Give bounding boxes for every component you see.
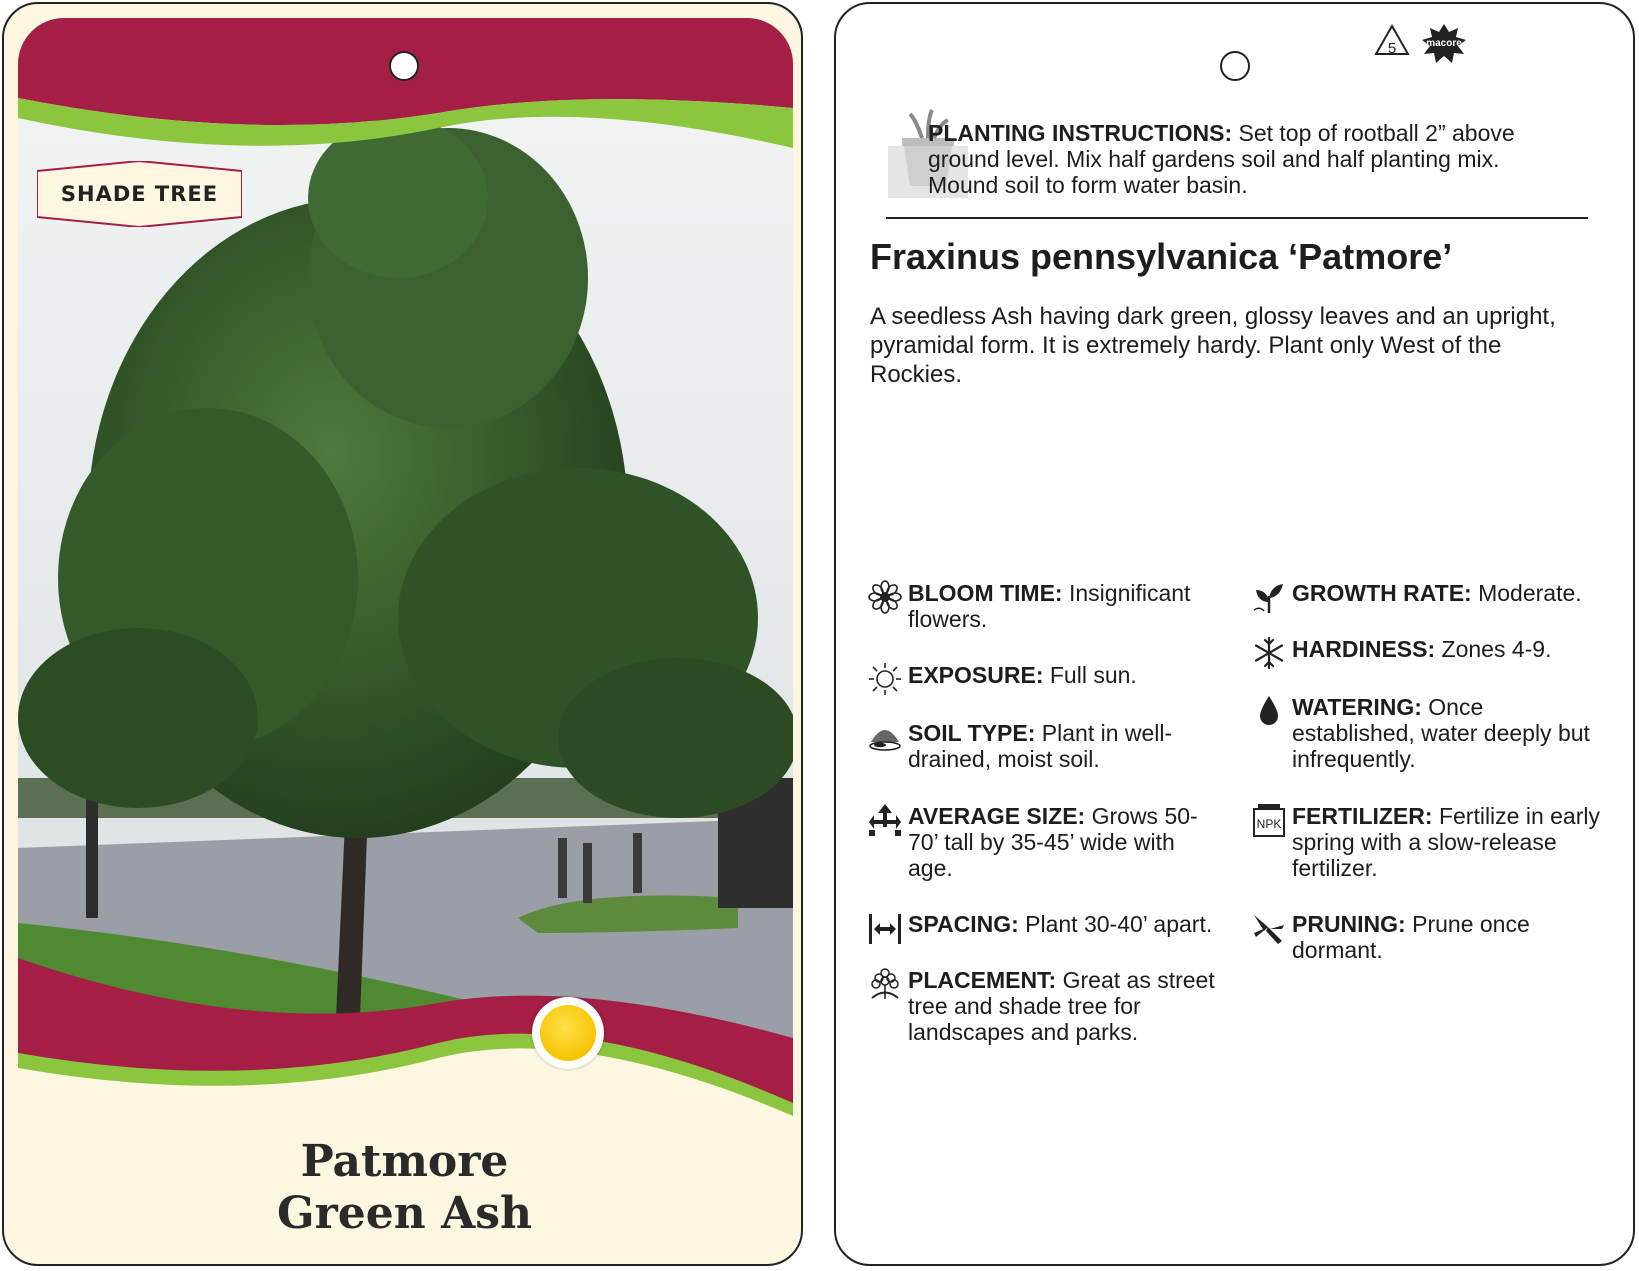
size-arrows-icon — [868, 803, 902, 837]
common-name — [4, 1136, 803, 1240]
placement-label: PLACEMENT: — [908, 967, 1057, 993]
bloom-time-label: BLOOM TIME: — [908, 580, 1063, 606]
attr-average-size — [908, 803, 1218, 881]
hardiness-label: HARDINESS: — [1292, 636, 1436, 662]
water-drop-icon — [1252, 694, 1286, 728]
attr-bloom-time — [908, 580, 1198, 632]
snowflake-icon — [1252, 636, 1286, 670]
fertilizer-icon — [1252, 803, 1286, 837]
exposure-label: EXPOSURE: — [908, 662, 1044, 688]
average-size-label: AVERAGE SIZE: — [908, 803, 1086, 829]
category-badge — [37, 161, 242, 227]
fertilizer-label: FERTILIZER: — [1292, 803, 1433, 829]
placement-text: Great as street tree and shade tree for landscapes and parks. — [908, 967, 1215, 1045]
hardiness-text: Zones 4-9. — [1441, 636, 1552, 662]
sun-icon — [868, 662, 902, 696]
divider — [886, 217, 1588, 219]
botanical-name: Fraxinus pennsylvanica ‘Patmore’ — [870, 236, 1453, 277]
growth-rate-label: GROWTH RATE: — [1292, 580, 1472, 606]
exposure-text: Full sun. — [1049, 662, 1137, 688]
pruning-text: Prune once dormant. — [1292, 911, 1530, 963]
full-sun-icon — [532, 997, 604, 1069]
placement-icon — [868, 967, 902, 1001]
watering-text: Once established, water deeply but infrequently. — [1292, 694, 1590, 772]
front-tag — [2, 2, 803, 1266]
spacing-label: SPACING: — [908, 911, 1019, 937]
planting-text: Set top of rootball 2” above ground level. Mix half gardens soil and half planting mix. Mound soil to form water basin. — [928, 120, 1515, 198]
back-tag — [834, 2, 1635, 1266]
recycle-code: 5 — [1387, 40, 1397, 57]
description: A seedless Ash having dark green, glossy leaves and an upright, pyramidal form. It is extremely hardy. Plant only West of the Rockies. — [870, 303, 1556, 388]
badge-label: SHADE TREE — [60, 182, 219, 206]
attr-watering — [1292, 694, 1602, 772]
attr-hardiness — [1292, 636, 1612, 662]
attr-spacing — [908, 911, 1228, 937]
watering-label: WATERING: — [1292, 694, 1422, 720]
hang-hole-back — [1220, 51, 1250, 81]
spacing-text: Plant 30-40’ apart. — [1025, 911, 1213, 937]
attr-placement — [908, 967, 1218, 1045]
average-size-text: Grows 50-70’ tall by 35-45’ wide with age. — [908, 803, 1198, 881]
common-name-line1: Patmore — [300, 1136, 509, 1187]
svg-text:NPK: NPK — [1256, 817, 1282, 831]
planting-instructions — [928, 120, 1548, 198]
attr-exposure — [908, 662, 1208, 688]
growth-rate-text: Moderate. — [1478, 580, 1582, 606]
brand-name: macore — [1426, 38, 1462, 49]
flower-icon — [868, 580, 902, 614]
bloom-time-text: Insignificant flowers. — [908, 580, 1191, 632]
fertilizer-text: Fertilize in early spring with a slow-release fertilizer. — [1292, 803, 1600, 881]
pruning-label: PRUNING: — [1292, 911, 1406, 937]
attr-fertilizer — [1256, 803, 1602, 881]
common-name-line2: Green Ash — [277, 1188, 532, 1239]
pruners-icon — [1252, 911, 1286, 945]
attr-pruning — [1292, 911, 1602, 963]
attr-soil-type — [908, 720, 1208, 772]
attr-growth-rate — [1292, 580, 1612, 606]
sprout-icon — [1252, 580, 1286, 614]
spacing-icon — [868, 911, 902, 945]
soil-type-text: Plant in well-drained, moist soil. — [908, 720, 1173, 772]
top-icons — [1374, 22, 1474, 73]
hang-hole-front — [389, 51, 419, 81]
planting-heading: PLANTING INSTRUCTIONS: — [928, 120, 1233, 146]
soil-icon — [868, 720, 902, 754]
recycle-brand-icons — [1374, 22, 1474, 68]
soil-type-label: SOIL TYPE: — [908, 720, 1036, 746]
